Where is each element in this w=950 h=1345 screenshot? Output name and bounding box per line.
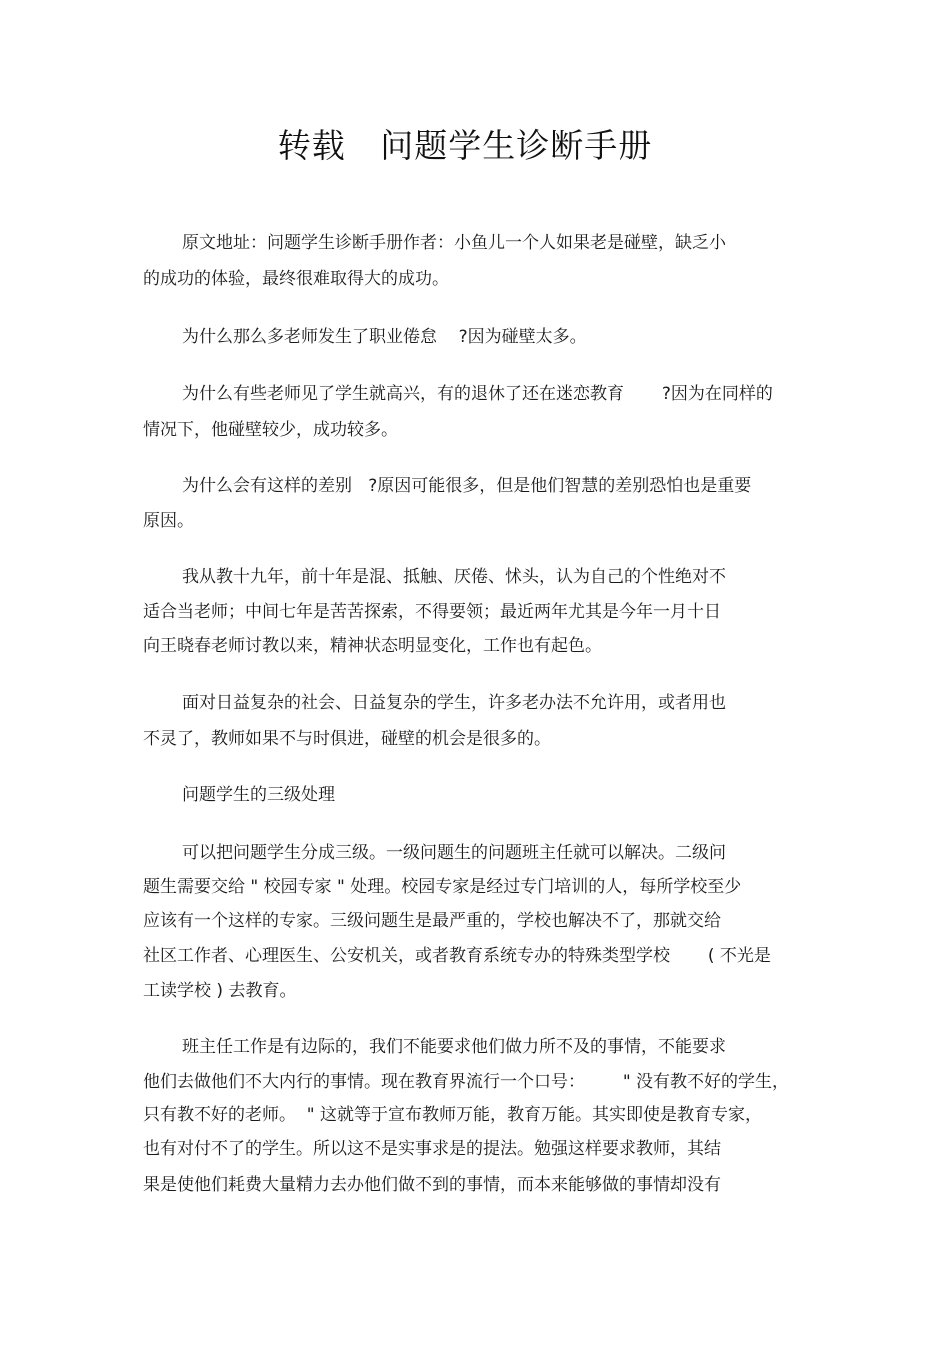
- paragraph-line: 不灵了，教师如果不与时俱进，碰壁的机会是很多的。: [143, 729, 551, 749]
- paragraph-line: 为什么那么多老师发生了职业倦怠 ?因为碰壁太多。: [182, 327, 587, 347]
- paragraph-line: 应该有一个这样的专家。三级问题生是最严重的，学校也解决不了，那就交给: [143, 911, 721, 931]
- paragraph-line: 向王晓春老师讨教以来，精神状态明显变化，工作也有起色。: [143, 636, 602, 656]
- paragraph-line: 适合当老师；中间七年是苦苦探索，不得要领；最近两年尤其是今年一月十日: [143, 602, 721, 622]
- paragraph-line: 原因。: [143, 511, 194, 531]
- paragraph-line: 为什么会有这样的差别 ?原因可能很多，但是他们智慧的差别恐怕也是重要: [182, 476, 752, 496]
- paragraph-line: 可以把问题学生分成三级。一级问题生的问题班主任就可以解决。二级问: [182, 843, 726, 863]
- paragraph-line: 我从教十九年，前十年是混、抵触、厌倦、怵头，认为自己的个性绝对不: [182, 567, 726, 587]
- paragraph-line: 面对日益复杂的社会、日益复杂的学生，许多老办法不允许用，或者用也: [182, 693, 726, 713]
- paragraph-line: 工读学校 ) 去教育。: [143, 981, 297, 1001]
- paragraph-line: 问题学生的三级处理: [182, 785, 335, 805]
- paragraph-line: 情况下，他碰壁较少，成功较多。: [143, 420, 398, 440]
- paragraph-line: 为什么有些老师见了学生就高兴，有的退休了还在迷恋教育 ?因为在同样的: [182, 384, 773, 404]
- paragraph-line: 只有教不好的老师。 " 这就等于宣布教师万能，教育万能。其实即使是教育专家，: [143, 1105, 763, 1125]
- paragraph-line: 他们去做他们不大内行的事情。现在教育界流行一个口号： " 没有教不好的学生，: [143, 1072, 790, 1092]
- paragraph-line: 题生需要交给 " 校园专家 " 处理。校园专家是经过专门培训的人，每所学校至少: [143, 877, 742, 897]
- document-title: 转载 问题学生诊断手册: [277, 126, 653, 165]
- paragraph-line: 也有对付不了的学生。所以这不是实事求是的提法。勉强这样要求教师，其结: [143, 1139, 721, 1159]
- paragraph-line: 社区工作者、心理医生、公安机关，或者教育系统专办的特殊类型学校 ( 不光是: [143, 946, 771, 966]
- paragraph-line: 的成功的体验，最终很难取得大的成功。: [143, 269, 449, 289]
- paragraph-line: 原文地址：问题学生诊断手册作者：小鱼儿一个人如果老是碰壁，缺乏小: [182, 233, 726, 253]
- paragraph-line: 班主任工作是有边际的，我们不能要求他们做力所不及的事情，不能要求: [182, 1037, 726, 1057]
- paragraph-line: 果是使他们耗费大量精力去办他们做不到的事情，而本来能够做的事情却没有: [143, 1175, 721, 1195]
